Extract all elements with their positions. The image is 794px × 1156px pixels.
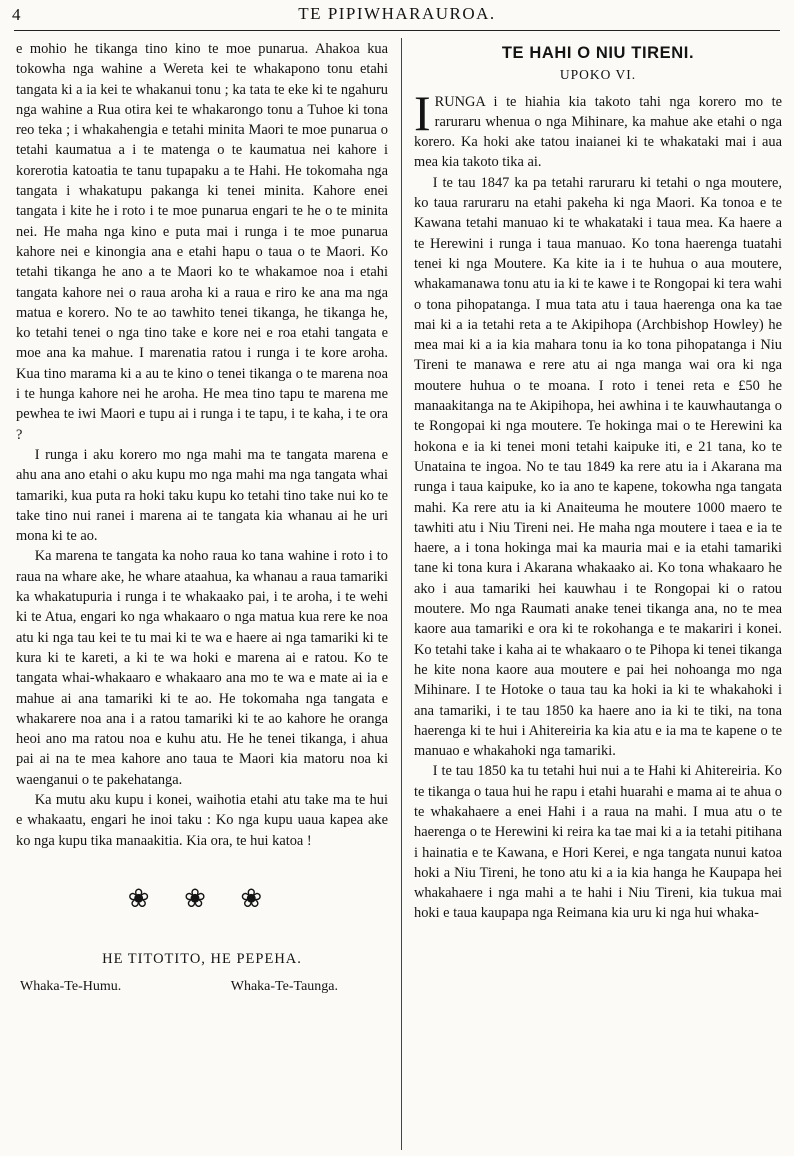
right-paragraph-1 — [414, 84, 782, 173]
flower-ornament-icon: ❀ — [184, 883, 220, 913]
next-article-title: HE TITOTITO, HE PEPEHA. — [102, 951, 302, 968]
flower-ornament-icon: ❀ — [240, 883, 277, 913]
author-1: Whaka-Te-Humu. — [20, 979, 122, 995]
left-paragraph-1: e mohio he tikanga tino kino te moe punarua. Ahakoa kua tokowha nga wahine a Wereta kei te whakapono tonu etahi tangata ki a ia kei te whakanui tonu ; ka tata te eke ki te ngahuru nga wahine a Rua otira kei te whakarongo tonu a Tuhoe ki tona reo teka ; i whakahengia e tetahi minita Maori te moe punarua o tetahi kaumatua a i te matenga o te kaumatua nei kahore i korerotia katoatia te tanu tupapaku a te Hahi. He tokomaha nga tangata i whakatupu pakanga ki tenei minita. Kahore enei tangata i kite he i roto i te moe punarua engari te he o te minita nei. He maha nga kino e puta mai i runga i te moe punarua kahore nei e kinongia ana e etahi hapu o taua o te Maori. Ko tetahi tikanga he ano a te Maori ko te whakamoe noa i etahi tangata kahore nei o raua aroha ki a raua e riro ke ana ma nga matua e korero. No te ao tawhito tenei tikanga, he tikanga he, ko tetahi tenei o nga tino take e kore nei e roa etahi tangata e moe ana ka mahue. I marenatia ratou i runga i te kore aroha. Kua tino marama ki a au te kino o tenei tikanga o te marena noa i te hunga kahore nei he aroha. He mea tino tapu te marena me pewhea te iwi Maori e tupu ai i runga i te tapu, i te kaha, i te ora ? — [16, 41, 388, 443]
author-2: Whaka-Te-Taunga. — [230, 979, 338, 995]
drop-cap: I — [414, 84, 431, 141]
right-paragraph-1-text: RUNGA i te hiahia kia takoto tahi nga korero mo te raruraru whenua o nga Mihinare, ka mahue ake etahi o nga korero. Ka hoki ake tatou inaianei ki te whakataki mai i aua mea kia takoto tika ai. — [414, 93, 782, 171]
author-line — [16, 977, 388, 997]
header-rule — [14, 30, 780, 31]
column-divider — [401, 38, 402, 1150]
right-paragraph-2: I te tau 1847 ka pa tetahi raruraru ki tetahi o nga moutere, ko taua raruraru na etahi pakeha ki nga Maori. Ka tonoa e te Kawana tetahi manuao ki te whakataki i taua mea. Ka haere a te Herewini i runga i taua manuao. Ko tona haerenga tuatahi tenei ki nga Moutere. Ka kite ia i te huhua o aua moutere, whakamanawa tonu atu ia ki te kawe i te Rongopai ki tera wahi o tona pihopatanga. I mua tata atu i taua haerenga ona ka tae mai ki a ia tetahi reta a te Akipihopa (Archbishop Howley) he mea mai ki a ia kia mahara tonu ia ko tona pihopatanga i Niu Tireni te manawa e rere atu ai nga manga wai ora ki nga moutere huhua o te moana. I roto i tenei reta e £50 he manaakitanga na te Akipihopa, hei awhina i te kauwhautanga o te Rongopai ki nga moutere. Te hokinga mai o te Herewini ka hokona e ia ki tenei moni tetahi kaipuke iti, e 21 tana, ko te Unataina te ingoa. No te tau 1849 ka rere atu ia i Akarana ma runga i taua kaipuke, ko ia ano te kapene, tokowha nga tangata mahi. Ka rere atu ia ki Anaiteuma he moutere 1000 maero te tawhiti atu i Niu Tireni nei. He maha nga moutere i taea e ia te haere, a i tona hokinga mai ka mauria mai e ia etahi tamariki tane ki tona kura i Akarana whakaako ai. Ko tona whakaaro he ako i aua tamariki hei kauwhau i te Rongopai ki o ratou moutere. Mo nga Raumati anake tenei tikanga ana, no te mea kaore aua tamariki e ora ki te rokohanga e te makariri i konei. Ko tetahi take i kaha ai te whakaaro o te Pihopa ki tenei tikanga he kite nona kaore aua moutere e pai hei nohoanga mo nga Mihinare. I te Hotoke o taua tau ka hoki ia ki te whakahoki i ana tamariki, i te tau 1850 ka haere ano ia ki te tiki, na tona haerenga ki te hui i Ahitereiria ka kia atu e ia ma te kapene o te manuao e whakahoki nga tamariki. — [414, 174, 782, 760]
chapter-heading: UPOKO VI. — [559, 67, 637, 83]
right-column — [414, 39, 782, 924]
right-paragraph-3: I te tau 1850 ka tu tetahi hui nui a te Hahi ki Ahitereiria. Ko te tikanga o taua hui he rapu i etahi huarahi e mama ai te ahua o te whakahaere a enei Hahi i a raua na mahi. I mua atu o te haerenga o te Herewini ki reira ka tae mai ki a ia tetahi pitihana i hainatia e te Kawana, e Hori Kerei, e nga tangata nunui katoa hoki a Niu Tireni, he tono atu ki a ia kia hanga he Kaupapa hei whakahaere i nga mahi a te hahi i Niu Tireni, kia tukua mai hoki e taua kaupapa nga Reimana kia uru ki nga hui whaka- — [414, 763, 782, 922]
running-head-title: TE PIPIWHARAUROA. — [298, 4, 496, 23]
left-paragraph-2: I runga i aku korero mo nga mahi ma te tangata marena e ahu ana ano etahi o aku kupu mo nga mahi ma nga tangata whai tamariki, kua puta ra hoki taku kupu ko tetahi tino take nui ko te take tino nui ranei i marena ai te tangata kia whanau ai he uri mona ki te ao. — [16, 446, 388, 545]
left-column — [16, 39, 388, 998]
ornament-row — [16, 883, 388, 913]
flower-ornament-icon: ❀ — [127, 883, 164, 913]
left-paragraph-3: Ka marena te tangata ka noho raua ko tana wahine i roto i to raua na whare ake, he whare ataahua, ka whanau a raua tamariki ka whakatupuria i runga i te whakaako pai, i te aroha, i te wehi ki te Atua, engari ko nga whakaaro o nga matua kua rere ke noa atu ki nga tau kei te tu mai ki te wa e haere ai nga tamariki ki te kura ki te kareti, a ki te wa hoki e marena ai e ratou. Ko te tangata whai-whakaaro e whakaaro ana mo te wa e mate ai ia e mahue ai ana tamariki ki te ao. He tokomaha nga tangata e whakarere noa ana i a ratou tamariki ki te ao kahore he oranga heoi ano ma ratou noa e kuhu atu. He he tenei tikanga, i ahua pai ai na te mea kahore ano taua te Maori kia matoru noa ki waenganui o te pakehatanga. — [16, 548, 388, 788]
article-title: TE HAHI O NIU TIRENI. — [501, 44, 695, 62]
page-number: 4 — [12, 5, 21, 24]
left-paragraph-4: Ka mutu aku kupu i konei, waihotia etahi atu take ma te hui e whakaatu, engari he inoi taku : Ko nga kupu uaua kapea ake ko nga kupu tika manaakitia. Kia ora, te hui katoa ! — [16, 791, 388, 849]
